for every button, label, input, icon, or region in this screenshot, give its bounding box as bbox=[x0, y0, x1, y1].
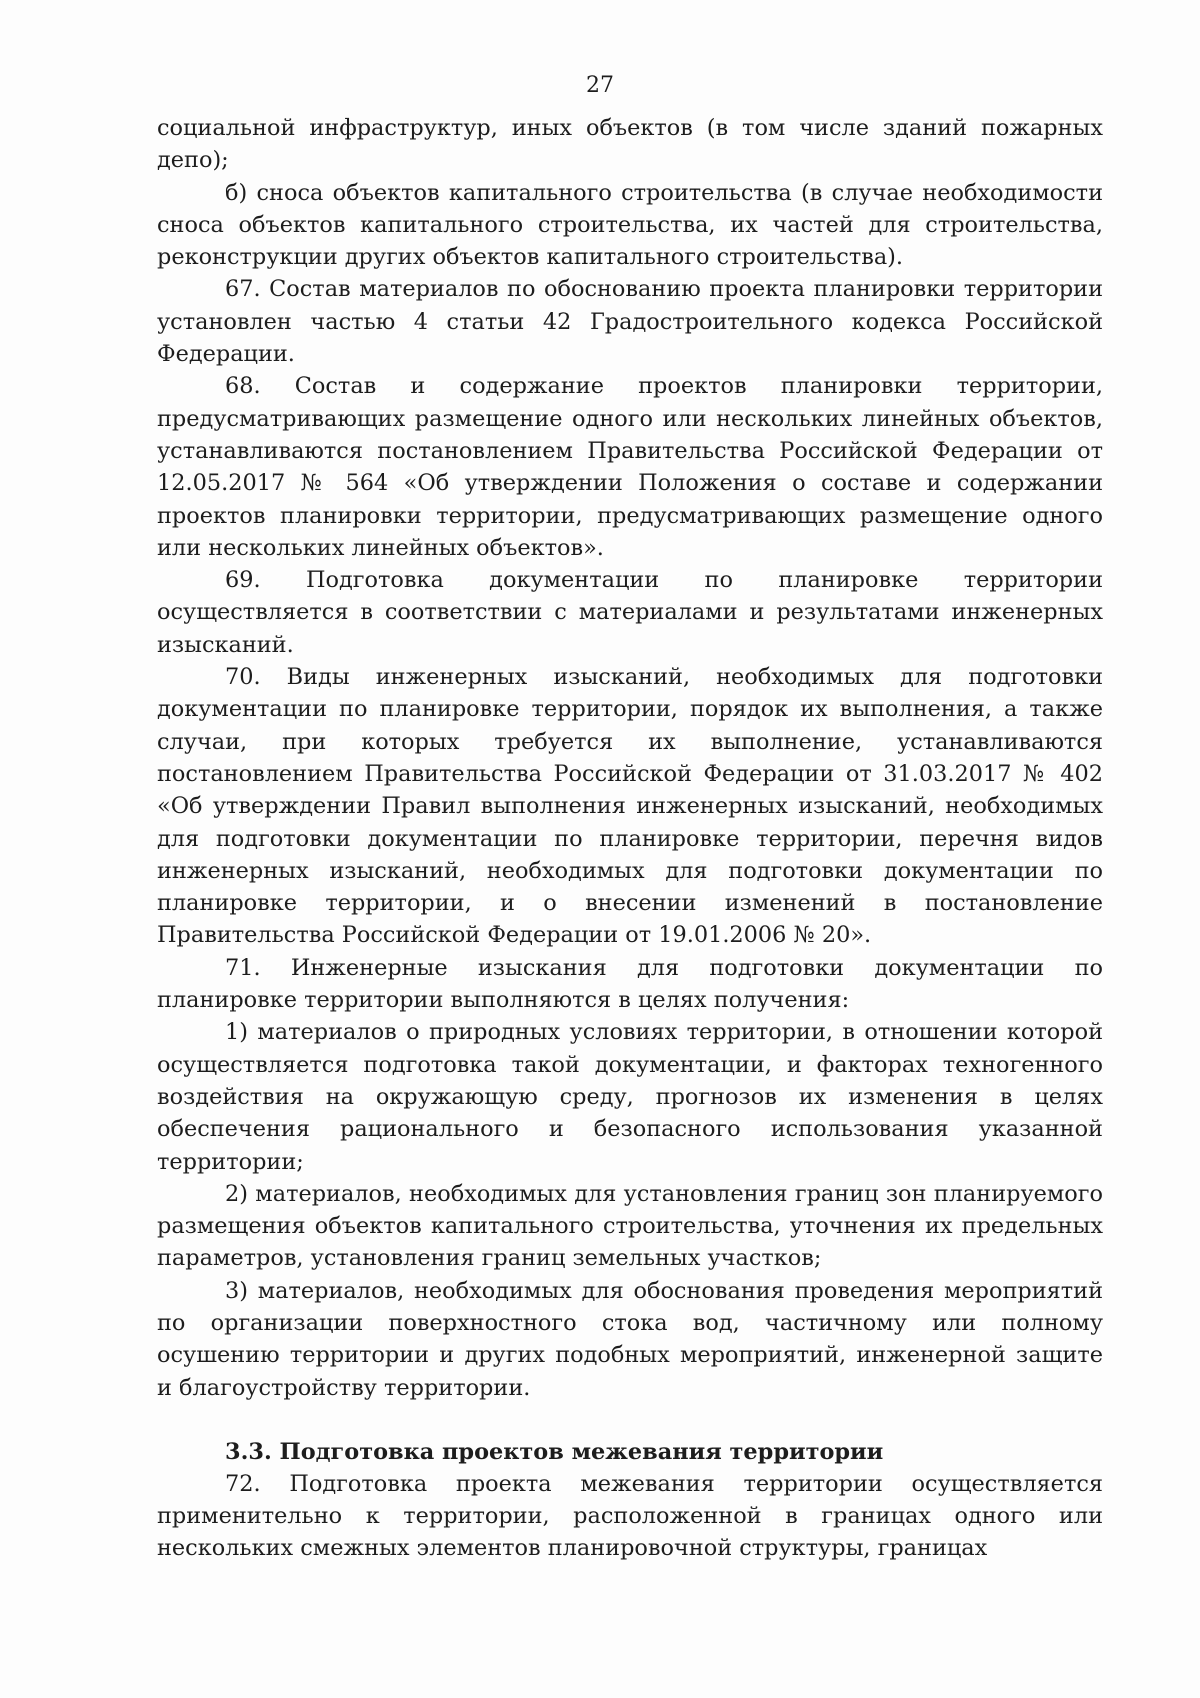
page-number: 27 bbox=[586, 73, 614, 98]
paragraph: 69. Подготовка документации по планировке территории осуществляется в соответствии с материалами и результатами инженерных изысканий. bbox=[157, 567, 1103, 658]
paragraph: 3) материалов, необходимых для обоснования проведения мероприятий по организации поверхностного стока вод, частичному или полному осушению территории и других подобных мероприятий, инженерной защите и благоустройству территории. bbox=[157, 1277, 1103, 1401]
paragraph: 1) материалов о природных условиях территории, в отношении которой осуществляется подготовка такой документации, и факторах техногенного воздействия на окружающую среду, прогнозов их изменения в целях обеспечения рационального и безопасного использования указанной территории; bbox=[157, 1019, 1103, 1175]
paragraph: 2) материалов, необходимых для установления границ зон планируемого размещения объектов капитального строительства, уточнения их предельных параметров, установления границ земельных участков; bbox=[157, 1180, 1103, 1272]
paragraph: 70. Виды инженерных изысканий, необходимых для подготовки документации по планировке территории, порядок их выполнения, а также случаи, при которых требуется их выполнение, устанавливаются постановлением Правительства Российской Федерации от 31.03.2017 № 402 «Об утверждении Правил выполнения инженерных изысканий, необходимых для подготовки документации по планировке территории, перечня видов инженерных изысканий, необходимых для подготовки документации по планировке территории, и о внесении изменений в постановление Правительства Российской Федерации от 19.01.2006 № 20». bbox=[157, 664, 1103, 949]
paragraph: 68. Состав и содержание проектов планировки территории, предусматривающих размещение одного или нескольких линейных объектов, устанавливаются постановлением Правительства Российской Федерации от 12.05.2017 № 564 «Об утверждении Положения о составе и содержании проектов планировки территории, предусматривающих размещение одного или нескольких линейных объектов». bbox=[157, 373, 1103, 561]
paragraph: 72. Подготовка проекта межевания территории осуществляется применительно к территории, расположенной в границах одного или нескольких смежных элементов планировочной структуры, границах bbox=[157, 1470, 1103, 1562]
paragraph: 71. Инженерные изыскания для подготовки документации по планировке территории выполняются в целях получения: bbox=[157, 954, 1103, 1014]
paragraph: 67. Состав материалов по обоснованию проекта планировки территории установлен частью 4 статьи 42 Градостроительного кодекса Российской Федерации. bbox=[157, 276, 1103, 368]
document-body bbox=[157, 112, 1103, 1565]
paragraph: б) сноса объектов капитального строительства (в случае необходимости сноса объектов капитального строительства, их частей для строительства, реконструкции других объектов капитального строительства). bbox=[157, 179, 1103, 271]
section-heading: 3.3. Подготовка проектов межевания территории bbox=[225, 1438, 884, 1465]
paragraph: социальной инфраструктур, иных объектов (в том числе зданий пожарных депо); bbox=[157, 115, 1103, 174]
